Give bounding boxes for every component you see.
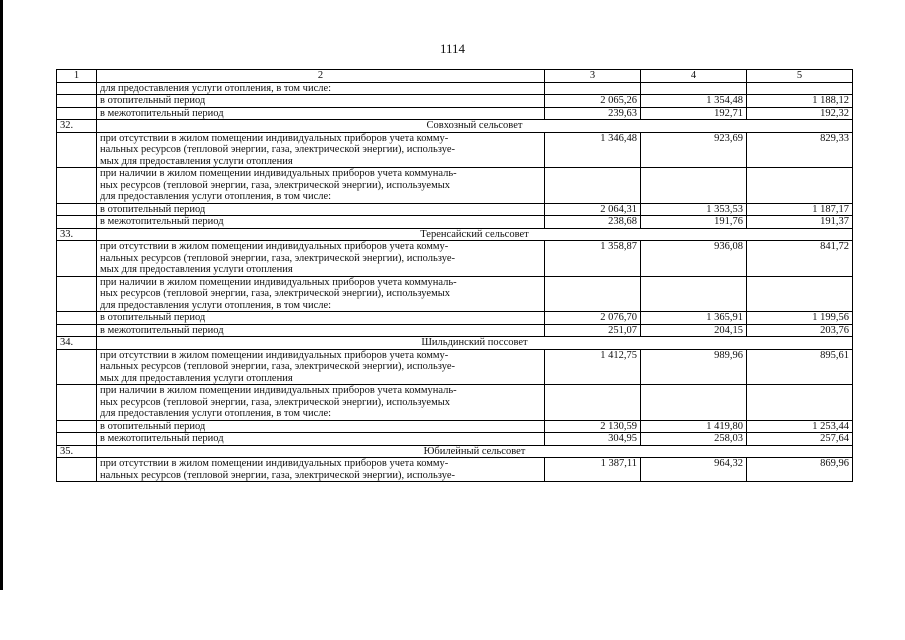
tariff-table	[56, 69, 853, 482]
row-index-cell	[57, 276, 97, 312]
table-row	[57, 312, 853, 325]
value-col-4: 258,03	[641, 433, 747, 446]
value-col-5: 1 188,12	[747, 95, 853, 108]
section-row	[57, 120, 853, 133]
row-description: в отопительный период	[97, 203, 545, 216]
row-index-cell	[57, 241, 97, 277]
table-row	[57, 420, 853, 433]
row-index-cell	[57, 324, 97, 337]
value-col-5: 1 199,56	[747, 312, 853, 325]
value-col-5	[747, 385, 853, 421]
value-col-5: 841,72	[747, 241, 853, 277]
value-col-4: 1 353,53	[641, 203, 747, 216]
value-col-3: 251,07	[545, 324, 641, 337]
section-number: 34.	[57, 337, 97, 350]
table-row	[57, 168, 853, 204]
value-col-4: 192,71	[641, 107, 747, 120]
value-col-3	[545, 385, 641, 421]
section-title: Шильдинский поссовет	[97, 337, 853, 350]
row-description: в межотопительный период	[97, 216, 545, 229]
row-index-cell	[57, 420, 97, 433]
row-description: при наличии в жилом помещении индивидуальных приборов учета коммуналь- ных ресурсов (тепловой энергии, газа, электрической энергии), используемых для предоставления услуги отопления, в том числе:	[97, 276, 545, 312]
row-description: в отопительный период	[97, 420, 545, 433]
row-description: при наличии в жилом помещении индивидуальных приборов учета коммуналь- ных ресурсов (тепловой энергии, газа, электрической энергии), используемых для предоставления услуги отопления, в том числе:	[97, 168, 545, 204]
table-row	[57, 95, 853, 108]
value-col-3: 1 387,11	[545, 458, 641, 482]
value-col-4: 1 419,80	[641, 420, 747, 433]
table-row	[57, 216, 853, 229]
value-col-4	[641, 385, 747, 421]
row-description: в межотопительный период	[97, 433, 545, 446]
row-index-cell	[57, 107, 97, 120]
value-col-4: 989,96	[641, 349, 747, 385]
row-index-cell	[57, 168, 97, 204]
value-col-3	[545, 82, 641, 95]
table-row	[57, 241, 853, 277]
page-number: 1114	[439, 41, 466, 56]
table-row	[57, 324, 853, 337]
value-col-4	[641, 276, 747, 312]
value-col-5: 257,64	[747, 433, 853, 446]
table-row	[57, 82, 853, 95]
value-col-4: 1 354,48	[641, 95, 747, 108]
header-col-1: 1	[57, 70, 97, 83]
row-index-cell	[57, 132, 97, 168]
value-col-3: 2 065,26	[545, 95, 641, 108]
value-col-3: 2 130,59	[545, 420, 641, 433]
table-row	[57, 385, 853, 421]
row-description: при отсутствии в жилом помещении индивидуальных приборов учета комму- нальных ресурсов (тепловой энергии, газа, электрической энергии), используе- мых для предоставления услуги отопления	[97, 241, 545, 277]
table-row	[57, 203, 853, 216]
section-title: Теренсайский сельсовет	[97, 228, 853, 241]
table-header-row	[57, 70, 853, 83]
section-title: Юбилейный сельсовет	[97, 445, 853, 458]
value-col-3: 1 412,75	[545, 349, 641, 385]
scan-edge-bar	[0, 0, 3, 590]
value-col-3: 1 346,48	[545, 132, 641, 168]
row-description: для предоставления услуги отопления, в том числе:	[97, 82, 545, 95]
value-col-3	[545, 168, 641, 204]
table-body	[57, 70, 853, 482]
row-description: в отопительный период	[97, 312, 545, 325]
value-col-3: 239,63	[545, 107, 641, 120]
row-description: при отсутствии в жилом помещении индивидуальных приборов учета комму- нальных ресурсов (тепловой энергии, газа, электрической энергии), используе-	[97, 458, 545, 482]
value-col-4: 923,69	[641, 132, 747, 168]
value-col-5	[747, 82, 853, 95]
table-row	[57, 458, 853, 482]
section-row	[57, 228, 853, 241]
row-index-cell	[57, 349, 97, 385]
section-row	[57, 337, 853, 350]
value-col-3: 238,68	[545, 216, 641, 229]
row-description: в межотопительный период	[97, 107, 545, 120]
section-title: Совхозный сельсовет	[97, 120, 853, 133]
section-number: 32.	[57, 120, 97, 133]
row-description: при отсутствии в жилом помещении индивидуальных приборов учета комму- нальных ресурсов (тепловой энергии, газа, электрической энергии), используе- мых для предоставления услуги отопления	[97, 349, 545, 385]
row-index-cell	[57, 216, 97, 229]
value-col-3: 1 358,87	[545, 241, 641, 277]
value-col-4: 191,76	[641, 216, 747, 229]
value-col-5: 1 253,44	[747, 420, 853, 433]
value-col-5: 895,61	[747, 349, 853, 385]
value-col-5: 203,76	[747, 324, 853, 337]
value-col-5: 192,32	[747, 107, 853, 120]
row-description: при отсутствии в жилом помещении индивидуальных приборов учета комму- нальных ресурсов (тепловой энергии, газа, электрической энергии), используе- мых для предоставления услуги отопления	[97, 132, 545, 168]
value-col-5: 191,37	[747, 216, 853, 229]
table-row	[57, 107, 853, 120]
row-index-cell	[57, 82, 97, 95]
header-col-5: 5	[747, 70, 853, 83]
row-index-cell	[57, 312, 97, 325]
value-col-4: 204,15	[641, 324, 747, 337]
header-col-3: 3	[545, 70, 641, 83]
value-col-5: 829,33	[747, 132, 853, 168]
value-col-4: 964,32	[641, 458, 747, 482]
table-row	[57, 349, 853, 385]
table-row	[57, 433, 853, 446]
value-col-3: 304,95	[545, 433, 641, 446]
section-row	[57, 445, 853, 458]
table-row	[57, 276, 853, 312]
value-col-4	[641, 168, 747, 204]
value-col-4	[641, 82, 747, 95]
row-index-cell	[57, 95, 97, 108]
row-index-cell	[57, 385, 97, 421]
row-description: в отопительный период	[97, 95, 545, 108]
row-index-cell	[57, 433, 97, 446]
row-description: при наличии в жилом помещении индивидуальных приборов учета коммуналь- ных ресурсов (тепловой энергии, газа, электрической энергии), используемых для предоставления услуги отопления, в том числе:	[97, 385, 545, 421]
header-col-2: 2	[97, 70, 545, 83]
value-col-4: 1 365,91	[641, 312, 747, 325]
row-description: в межотопительный период	[97, 324, 545, 337]
row-index-cell	[57, 458, 97, 482]
header-col-4: 4	[641, 70, 747, 83]
value-col-4: 936,08	[641, 241, 747, 277]
value-col-3: 2 064,31	[545, 203, 641, 216]
row-index-cell	[57, 203, 97, 216]
section-number: 33.	[57, 228, 97, 241]
table-row	[57, 132, 853, 168]
value-col-3: 2 076,70	[545, 312, 641, 325]
value-col-5	[747, 168, 853, 204]
value-col-5: 1 187,17	[747, 203, 853, 216]
value-col-5: 869,96	[747, 458, 853, 482]
value-col-5	[747, 276, 853, 312]
value-col-3	[545, 276, 641, 312]
section-number: 35.	[57, 445, 97, 458]
